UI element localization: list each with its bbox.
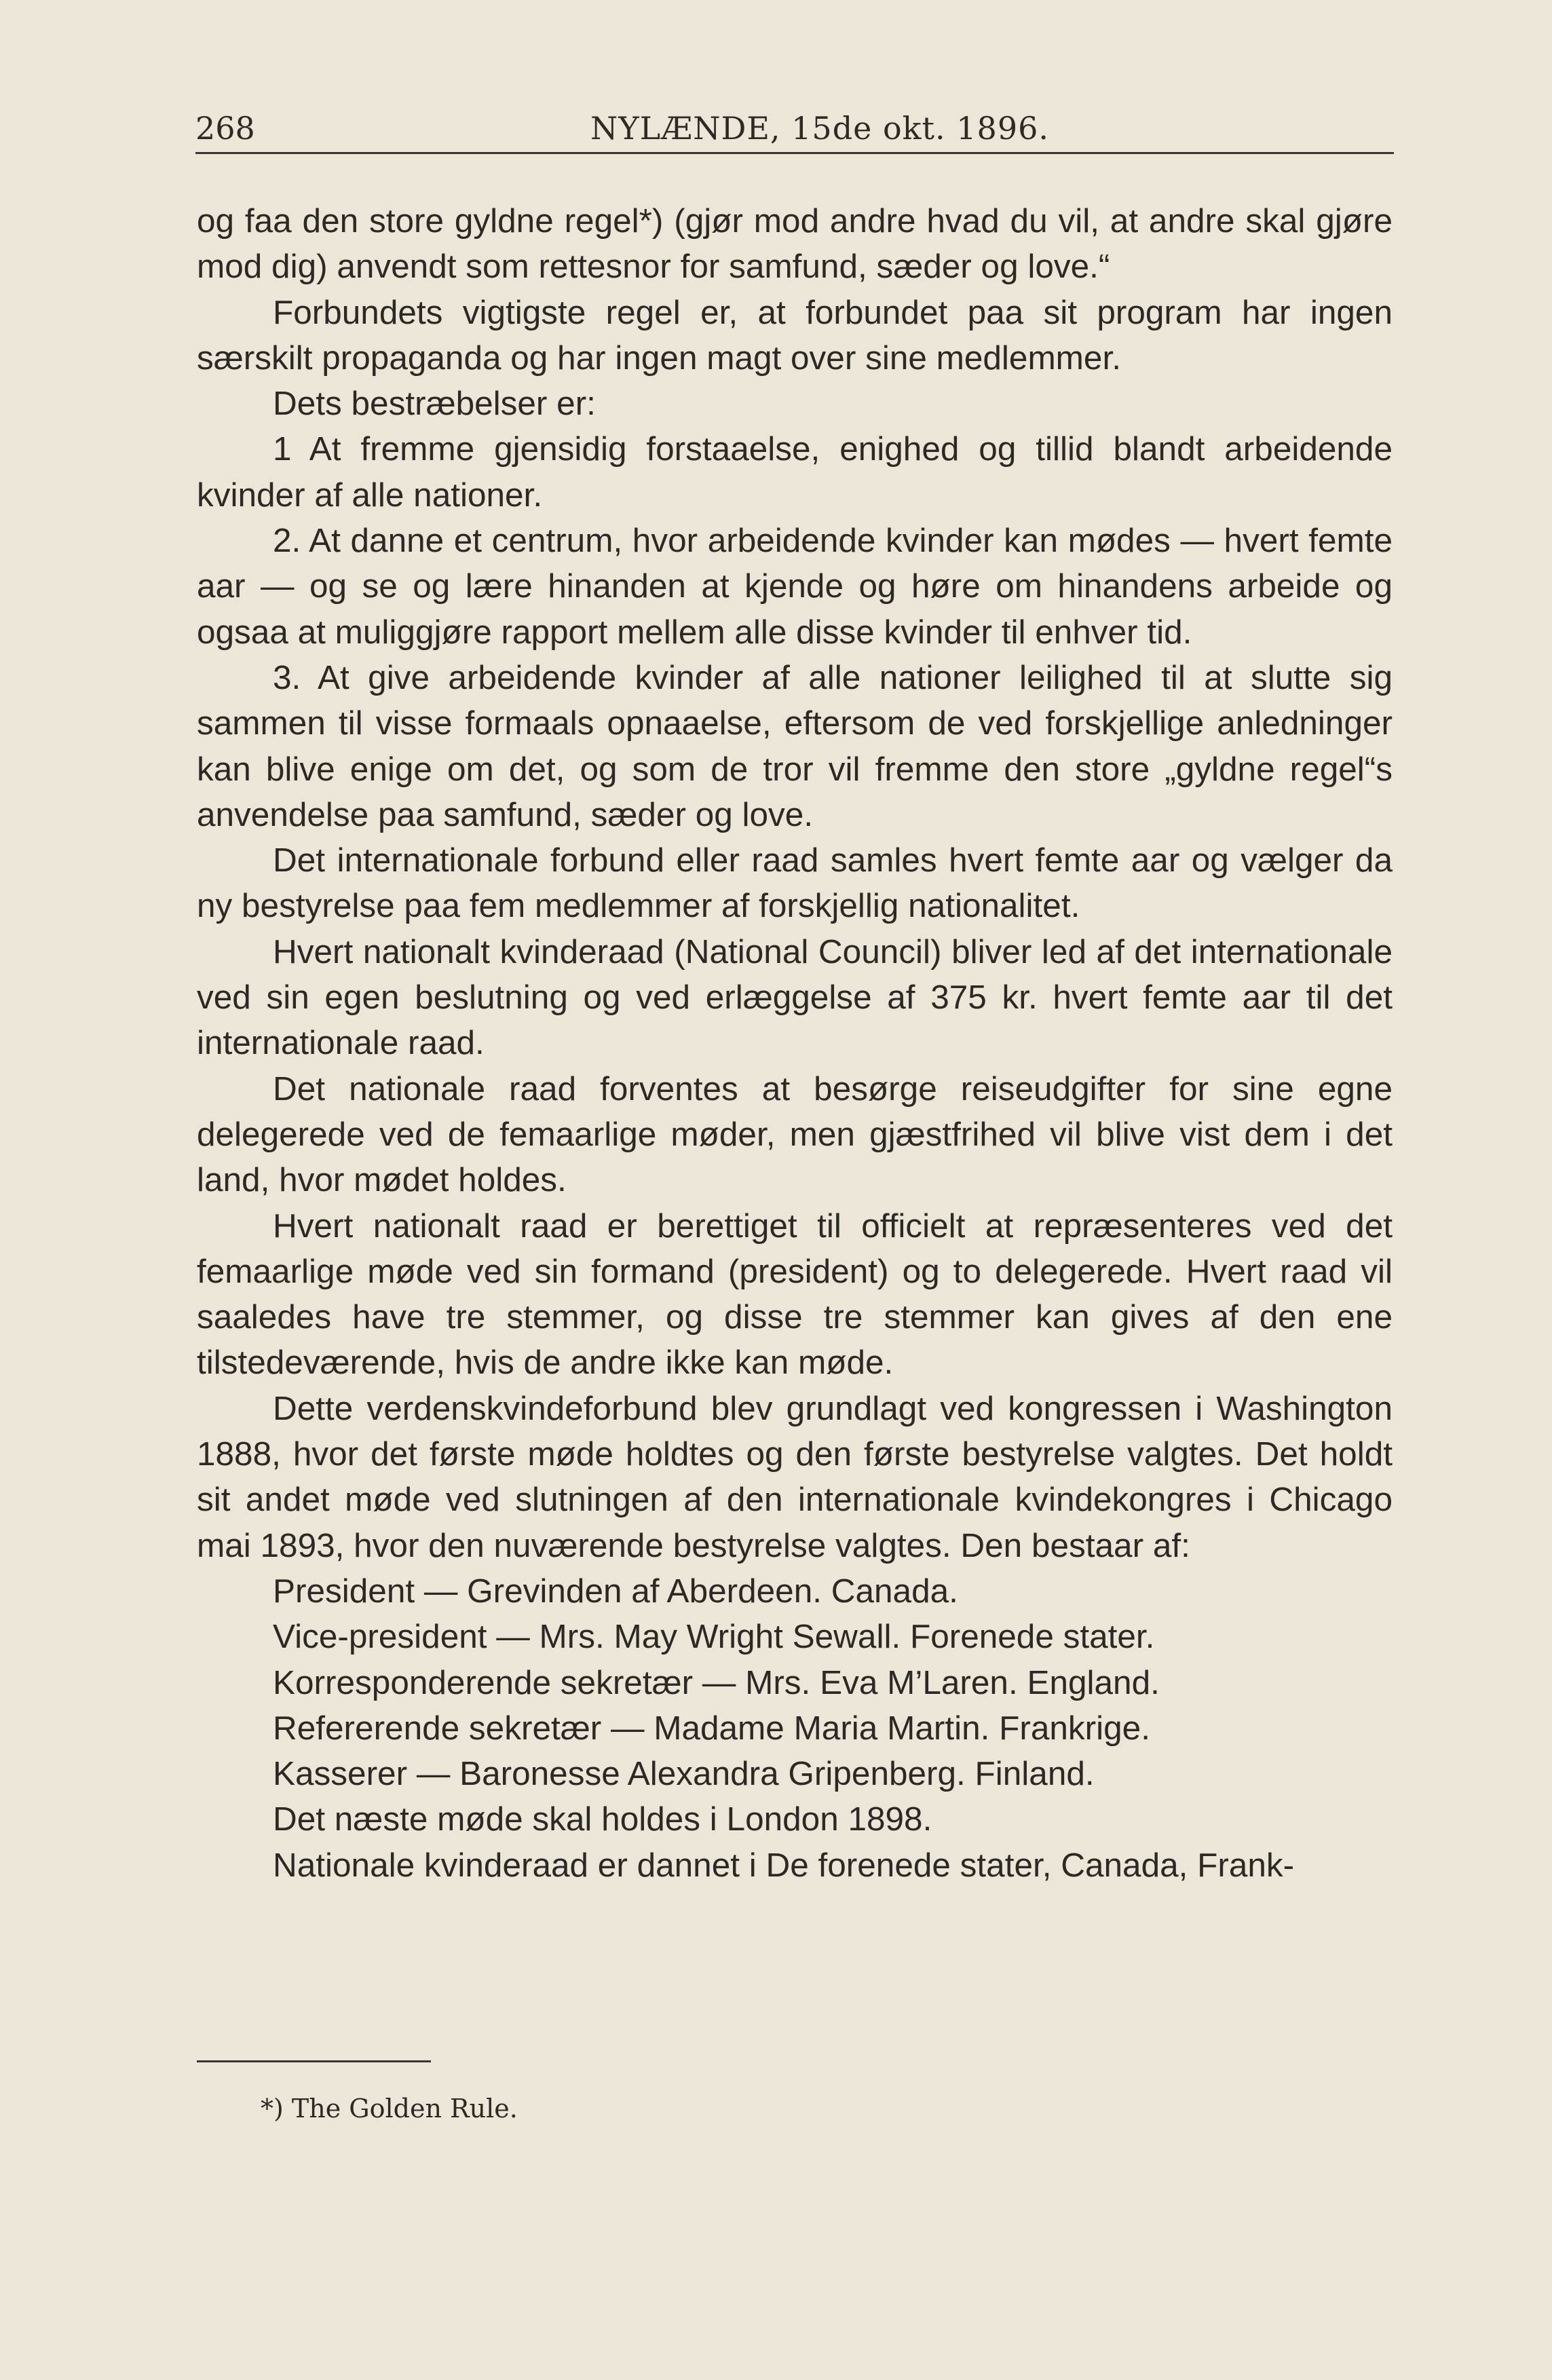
paragraph: 3. At give arbeidende kvinder af alle nationer leilighed til at slutte sig sammen til visse formaals opnaaelse, eftersom de ved forskjellige anledninger kan blive enige om det, og som de tror vil fremme den store „gyldne regel“s anvendelse paa samfund, sæder og love. <box>197 658 1393 833</box>
paragraph: Det næste møde skal holdes i London 1898. <box>273 1800 932 1838</box>
paragraph: Dette verdenskvindeforbund blev grundlagt ved kongressen i Washington 1888, hvor det første møde holdtes og den første bestyrelse valgtes. Det holdt sit andet møde ved slutningen af den internationale kvindekongres i Chicago mai 1893, hvor den nuværende bestyrelse valgtes. Den bestaar af: <box>197 1389 1393 1564</box>
paragraph: Forbundets vigtigste regel er, at forbundet paa sit program har ingen særskilt propaganda og har ingen magt over sine medlemmer. <box>197 293 1393 377</box>
journal-title: NYLÆNDE, 15de okt. 1896. <box>590 110 1049 147</box>
footnote: *) The Golden Rule. <box>261 2094 518 2123</box>
running-head <box>195 102 1394 156</box>
paragraph: og faa den store gyldne regel*) (gjør mod andre hvad du vil, at andre skal gjøre mod dig) anvendt som rettesnor for samfund, sæder og love.“ <box>197 202 1393 286</box>
paragraph: Det internationale forbund eller raad samles hvert femte aar og vælger da ny bestyrelse paa fem medlemmer af forskjellig nationalitet. <box>197 842 1393 925</box>
page-number: 268 <box>195 110 255 147</box>
board-member-line: Kasserer — Baronesse Alexandra Gripenberg. Finland. <box>273 1755 1095 1793</box>
footnote-rule <box>197 2060 431 2062</box>
header-rule <box>195 152 1394 154</box>
board-member-line: Korresponderende sekretær — Mrs. Eva M’Laren. England. <box>273 1663 1160 1701</box>
paragraph: Dets bestræbelser er: <box>273 385 596 423</box>
body-text <box>197 198 1393 1888</box>
paragraph: Hvert nationalt kvinderaad (National Council) bliver led af det internationale ved sin egen beslutning og ved erlæggelse af 375 kr. hvert femte aar til det internationale raad. <box>197 932 1393 1062</box>
paragraph: 1 At fremme gjensidig forstaaelse, enighed og tillid blandt arbeidende kvinder af alle nationer. <box>197 430 1393 514</box>
board-member-line: Vice-president — Mrs. May Wright Sewall. Forenede stater. <box>273 1618 1155 1656</box>
paragraph: Det nationale raad forventes at besørge reiseudgifter for sine egne delegerede ved de femaarlige møder, men gjæstfrihed vil blive vist dem i det land, hvor mødet holdes. <box>197 1070 1393 1199</box>
board-member-line: Refererende sekretær — Madame Maria Martin. Frankrige. <box>273 1709 1150 1747</box>
paragraph: Nationale kvinderaad er dannet i De forenede stater, Canada, Frank- <box>273 1846 1295 1884</box>
board-member-line: President — Grevinden af Aberdeen. Canada. <box>273 1572 958 1610</box>
paragraph: 2. At danne et centrum, hvor arbeidende kvinder kan mødes — hvert femte aar — og se og lære hinanden at kjende og høre om hinandens arbeide og ogsaa at muliggjøre rapport mellem alle disse kvinder til enhver tid. <box>197 522 1393 651</box>
paragraph: Hvert nationalt raad er berettiget til officielt at repræsenteres ved det femaarlige møde ved sin formand (president) og to delegerede. Hvert raad vil saaledes have tre stemmer, og disse tre stemmer kan gives af den ene tilstedeværende, hvis de andre ikke kan møde. <box>197 1207 1393 1382</box>
